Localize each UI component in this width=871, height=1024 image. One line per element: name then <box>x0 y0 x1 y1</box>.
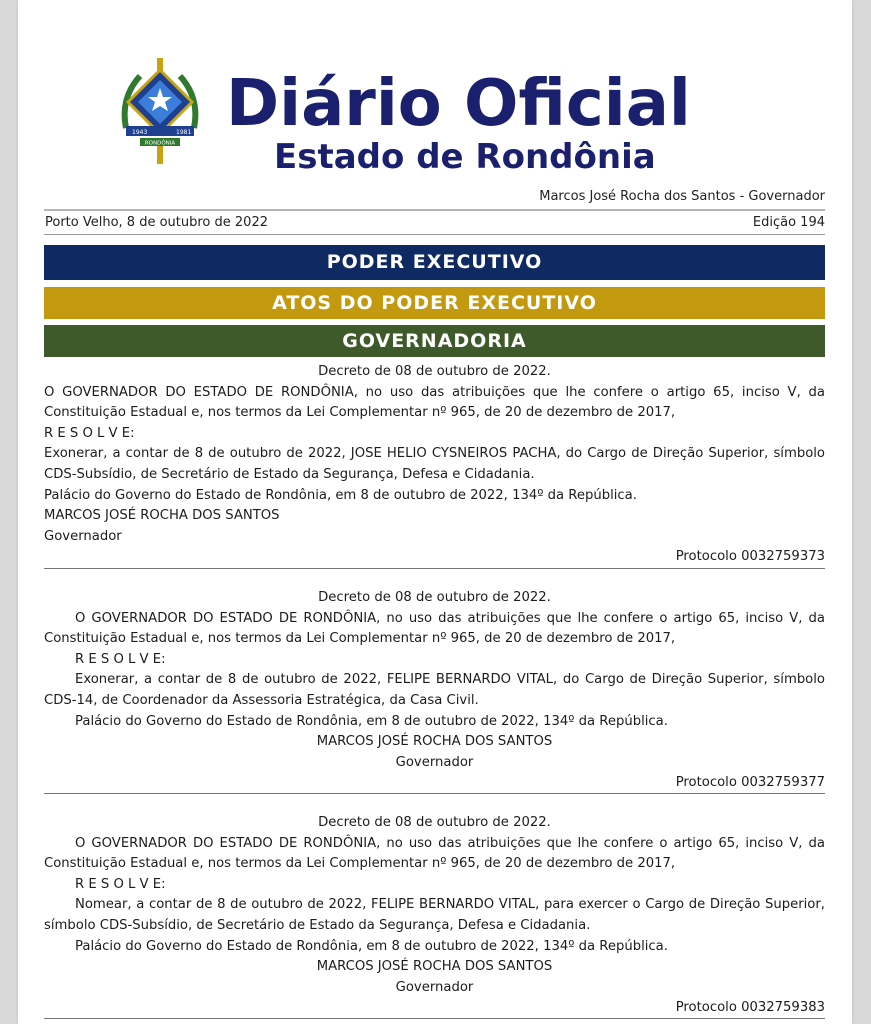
decree-signer: MARCOS JOSÉ ROCHA DOS SANTOS <box>316 734 553 750</box>
decree-palace-line: Palácio do Governo do Estado de Rondônia, em 8 de outubro de 2022, 134º da República. <box>75 713 668 729</box>
decree-block <box>44 362 825 568</box>
decree-heading: Decreto de 08 de outubro de 2022. <box>318 590 551 605</box>
decree-resolve: R E S O L V E: <box>44 425 135 441</box>
edition-number: Edição 194 <box>752 215 825 230</box>
decree-heading: Decreto de 08 de outubro de 2022. <box>318 815 551 830</box>
decree-divider <box>44 568 825 569</box>
meta-divider <box>44 234 825 235</box>
decree-preamble: O GOVERNADOR DO ESTADO DE RONDÔNIA, no uso das atribuições que lhe confere o artigo 65, inciso V, da Constituição Estadual e, nos termos da Lei Complementar nº 965, de 20 de dezembro de 2017, <box>44 610 825 647</box>
decree-protocol: Protocolo 0032759373 <box>675 549 825 565</box>
header-divider <box>44 209 825 211</box>
decree-protocol: Protocolo 0032759377 <box>675 775 825 791</box>
decree-signer-role: Governador <box>395 979 474 995</box>
svg-text:1943: 1943 <box>132 129 148 136</box>
decree-signer: MARCOS JOSÉ ROCHA DOS SANTOS <box>44 508 280 524</box>
decree-divider <box>44 1018 825 1019</box>
decree-body: Exonerar, a contar de 8 de outubro de 2022, JOSE HELIO CYSNEIROS PACHA, do Cargo de Direção Superior, símbolo CDS-Subsídio, de Secretário de Estado da Segurança, Defesa e Cidadania. <box>44 446 825 482</box>
decree-block <box>44 813 825 1019</box>
decree-palace-line: Palácio do Governo do Estado de Rondônia, em 8 de outubro de 2022, 134º da República. <box>75 938 668 954</box>
gazette-title: Diário Oficial <box>226 67 691 141</box>
state-crest-icon <box>118 58 202 168</box>
decree-palace-line: Palácio do Governo do Estado de Rondônia, em 8 de outubro de 2022, 134º da República. <box>44 487 637 503</box>
decree-resolve: R E S O L V E: <box>75 651 166 667</box>
masthead <box>18 0 852 180</box>
gazette-subtitle: Estado de Rondônia <box>274 137 656 177</box>
decree-body: Nomear, a contar de 8 de outubro de 2022, FELIPE BERNARDO VITAL, para exercer o Cargo de Direção Superior, símbolo CDS-Subsídio, de Secretário de Estado da Segurança, Defesa e Cidadania. <box>44 897 825 933</box>
decree-block <box>44 588 825 794</box>
decree-heading: Decreto de 08 de outubro de 2022. <box>318 364 551 379</box>
decree-protocol: Protocolo 0032759383 <box>675 1000 825 1016</box>
decree-preamble: O GOVERNADOR DO ESTADO DE RONDÔNIA, no uso das atribuições que lhe confere o artigo 65, inciso V, da Constituição Estadual e, nos termos da Lei Complementar nº 965, de 20 de dezembro de 2017, <box>44 384 825 421</box>
decree-signer-role: Governador <box>44 528 122 544</box>
decree-signer-role: Governador <box>395 754 474 770</box>
decree-signer: MARCOS JOSÉ ROCHA DOS SANTOS <box>316 959 553 975</box>
section-band-governadoria: GOVERNADORIA <box>44 325 825 357</box>
decree-resolve: R E S O L V E: <box>75 876 166 892</box>
decree-preamble: O GOVERNADOR DO ESTADO DE RONDÔNIA, no uso das atribuições que lhe confere o artigo 65, inciso V, da Constituição Estadual e, nos termos da Lei Complementar nº 965, de 20 de dezembro de 2017, <box>44 835 825 872</box>
svg-text:RONDÔNIA: RONDÔNIA <box>144 140 176 147</box>
section-band-poder-executivo: PODER EXECUTIVO <box>44 245 825 280</box>
governor-line: Marcos José Rocha dos Santos - Governador <box>539 189 825 204</box>
place-date: Porto Velho, 8 de outubro de 2022 <box>45 215 268 230</box>
section-band-atos: ATOS DO PODER EXECUTIVO <box>44 287 825 319</box>
gazette-page <box>18 0 852 1024</box>
decree-body: Exonerar, a contar de 8 de outubro de 2022, FELIPE BERNARDO VITAL, do Cargo de Direção Superior, símbolo CDS-14, de Coordenador da Assessoria Estratégica, da Casa Civil. <box>44 672 825 708</box>
decree-divider <box>44 793 825 794</box>
svg-text:1981: 1981 <box>176 129 192 136</box>
